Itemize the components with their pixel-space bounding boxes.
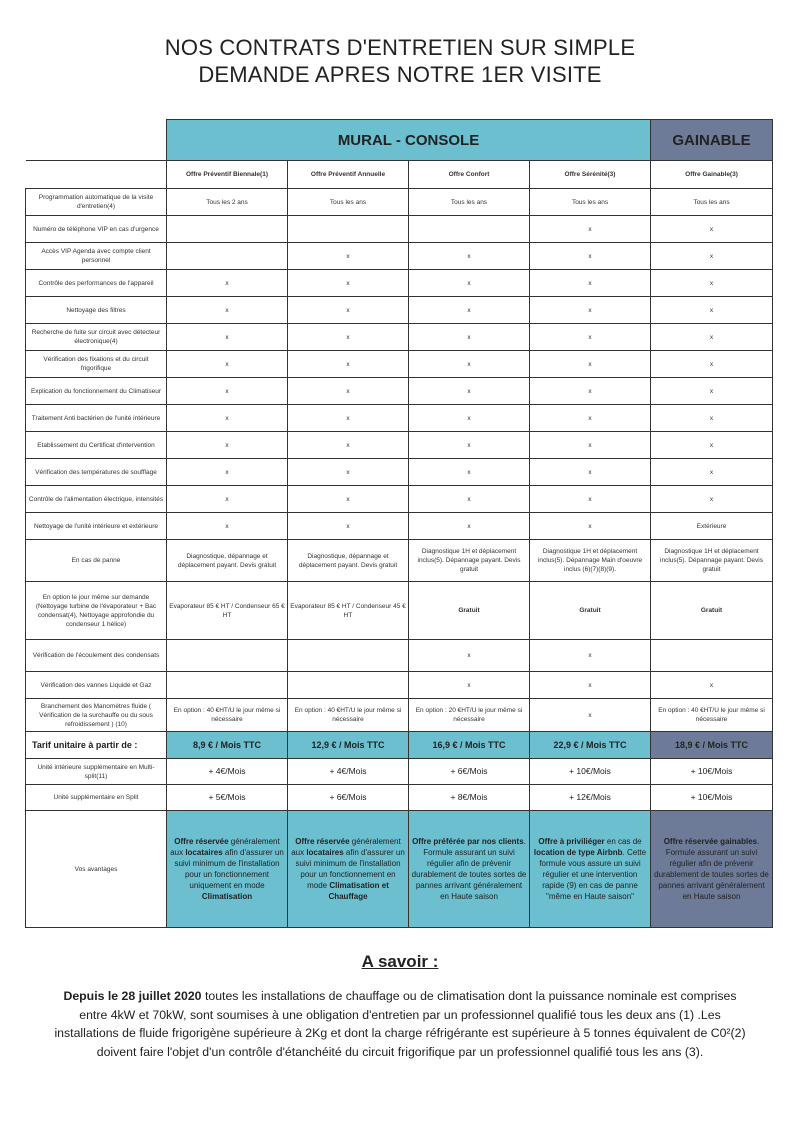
table-cell: x	[288, 513, 409, 540]
price-cell: 12,9 € / Mois TTC	[288, 732, 409, 759]
table-row	[26, 540, 773, 582]
table-cell: x	[167, 378, 288, 405]
table-cell: x	[167, 432, 288, 459]
row-label: Etablissement du Certificat d'intervention	[26, 432, 167, 459]
row-label: Programmation automatique de la visite d'entretien(4)	[26, 189, 167, 216]
price-row	[26, 732, 773, 759]
page-title	[0, 34, 800, 88]
advantage-text: Offre réservée gainables	[663, 837, 758, 846]
row-label: Vérification des vannes Liquide et Gaz	[26, 672, 167, 699]
table-cell: x	[409, 378, 530, 405]
table-cell: x	[530, 699, 651, 732]
advantage-cell	[530, 811, 651, 928]
row-label: En cas de panne	[26, 540, 167, 582]
table-cell: En option : 40 €HT/U le jour même si nécessaire	[288, 699, 409, 732]
table-cell: x	[167, 324, 288, 351]
advantage-text: location de type Airbnb	[533, 848, 623, 857]
table-row	[26, 270, 773, 297]
advantage-text: afin d'assurer un suivi minimum de l'installation pour un fonctionnement uniquement en mode	[174, 848, 284, 890]
table-row	[26, 243, 773, 270]
table-cell: x	[167, 351, 288, 378]
table-row	[26, 351, 773, 378]
row-label: Nettoyage de l'unité intérieure et extérieure	[26, 513, 167, 540]
table-cell: Evaporateur 85 € HT / Condenseur 45 € HT	[288, 582, 409, 640]
table-cell: x	[288, 378, 409, 405]
table-cell: x	[651, 351, 773, 378]
table-cell: Tous les ans	[530, 189, 651, 216]
row-label: Explication du fonctionnement du Climatiseur	[26, 378, 167, 405]
row-label: Branchement des Manomètres fluide ( Vérification de la surchauffe ou du sous refroidissement ) (10)	[26, 699, 167, 732]
advantages-label: Vos avantages	[26, 811, 167, 928]
table-cell: x	[530, 672, 651, 699]
offer-header: Offre Confort	[409, 161, 530, 189]
table-row	[26, 640, 773, 672]
asavoir-heading: A savoir :	[361, 952, 439, 971]
table-cell: Diagnostique 1H et déplacement inclus(5). Dépannage payant. Devis gratuit	[409, 540, 530, 582]
table-cell: Extérieure	[651, 513, 773, 540]
advantage-text: afin d'assurer un suivi minimum de l'installation pour un fonctionnement en mode	[295, 848, 405, 890]
table-cell: x	[651, 432, 773, 459]
table-cell: x	[530, 432, 651, 459]
price-cell: 16,9 € / Mois TTC	[409, 732, 530, 759]
table-cell: x	[530, 270, 651, 297]
table-cell: x	[651, 672, 773, 699]
advantage-cell	[288, 811, 409, 928]
table-cell: x	[530, 378, 651, 405]
table-cell: x	[409, 270, 530, 297]
table-cell: x	[167, 459, 288, 486]
table-cell: Gratuit	[651, 582, 773, 640]
offer-header: Offre Préventif Biennale(1)	[167, 161, 288, 189]
table-cell: x	[288, 459, 409, 486]
table-row	[26, 672, 773, 699]
table-cell: x	[167, 405, 288, 432]
extra-cell: + 5€/Mois	[167, 785, 288, 811]
advantage-cell	[409, 811, 530, 928]
advantage-text: Offre à priviliéger	[538, 837, 605, 846]
table-cell: x	[530, 216, 651, 243]
table-cell: Diagnostique 1H et déplacement inclus(5). Dépannage Main d'oeuvre inclus (6)(7)(8)(9).	[530, 540, 651, 582]
table-row	[26, 582, 773, 640]
table-row	[26, 324, 773, 351]
advantage-text: généralement aux	[291, 837, 401, 857]
price-cell: 8,9 € / Mois TTC	[167, 732, 288, 759]
table-cell: x	[409, 672, 530, 699]
table-cell: Evaporateur 85 € HT / Condenseur 65 € HT	[167, 582, 288, 640]
row-label: Vérification des fixations et du circuit frigorifique	[26, 351, 167, 378]
table-cell: x	[409, 640, 530, 672]
extra-cell: + 6€/Mois	[288, 785, 409, 811]
table-cell: Tous les ans	[409, 189, 530, 216]
table-cell	[651, 640, 773, 672]
advantage-text: en cas de	[604, 837, 642, 846]
row-label: Numéro de téléphone VIP en cas d'urgence	[26, 216, 167, 243]
row-label: Traitement Anti bactérien de l'unité intérieure	[26, 405, 167, 432]
table-cell: x	[409, 459, 530, 486]
row-label: Contrôle de l'alimentation électrique, intensités	[26, 486, 167, 513]
table-cell	[167, 216, 288, 243]
table-cell: Tous les ans	[651, 189, 773, 216]
table-cell: Diagnostique 1H et déplacement inclus(5). Dépannage payant. Devis gratuit	[651, 540, 773, 582]
table-cell: x	[409, 405, 530, 432]
table-cell: x	[651, 270, 773, 297]
table-cell: x	[530, 513, 651, 540]
mural-console-header: MURAL - CONSOLE	[167, 120, 651, 161]
advantage-text: locataires	[185, 848, 223, 857]
extra-row	[26, 759, 773, 785]
extra-cell: + 10€/Mois	[651, 785, 773, 811]
table-cell: x	[409, 243, 530, 270]
advantage-text: Climatisation	[201, 892, 253, 901]
table-cell	[167, 243, 288, 270]
offers-header-row	[26, 161, 773, 189]
row-label: Accès VIP Agenda avec compte client personnel	[26, 243, 167, 270]
extra-cell: + 12€/Mois	[530, 785, 651, 811]
table-cell: x	[530, 459, 651, 486]
extra-row	[26, 785, 773, 811]
advantage-text: généralement aux	[170, 837, 280, 857]
advantage-cell	[651, 811, 773, 928]
table-cell: Tous les 2 ans	[167, 189, 288, 216]
advantage-cell	[167, 811, 288, 928]
offer-header: Offre Sérénité(3)	[530, 161, 651, 189]
group-header-row	[26, 120, 773, 161]
table-row	[26, 486, 773, 513]
table-cell: x	[288, 270, 409, 297]
row-label: Nettoyage des filtres	[26, 297, 167, 324]
table-cell: x	[651, 378, 773, 405]
table-cell	[288, 640, 409, 672]
table-row	[26, 189, 773, 216]
table-cell: x	[409, 432, 530, 459]
table-cell: x	[409, 513, 530, 540]
table-cell: x	[409, 297, 530, 324]
gainable-header: GAINABLE	[651, 120, 773, 161]
table-cell: x	[530, 297, 651, 324]
table-cell: x	[409, 486, 530, 513]
table-cell: x	[167, 297, 288, 324]
table-cell: x	[530, 324, 651, 351]
advantage-text: . Cette formule vous assure un suivi régulier et une intervention rapide (9) en cas de panne "même en Haute saison"	[539, 848, 647, 901]
table-cell: x	[530, 405, 651, 432]
price-cell: 18,9 € / Mois TTC	[651, 732, 773, 759]
row-label: Vérification des températures de soufflage	[26, 459, 167, 486]
contracts-table	[25, 119, 773, 928]
table-cell: En option : 40 €HT/U le jour même si nécessaire	[167, 699, 288, 732]
table-row	[26, 432, 773, 459]
table-cell: x	[288, 432, 409, 459]
table-cell: x	[288, 405, 409, 432]
extra-cell: + 10€/Mois	[651, 759, 773, 785]
table-row	[26, 405, 773, 432]
table-cell: x	[530, 640, 651, 672]
table-cell	[409, 216, 530, 243]
extra-label: Unité supplémentaire en Split	[26, 785, 167, 811]
table-row	[26, 297, 773, 324]
table-cell: Diagnostique, dépannage et déplacement payant. Devis gratuit	[288, 540, 409, 582]
table-row	[26, 513, 773, 540]
price-cell: 22,9 € / Mois TTC	[530, 732, 651, 759]
table-cell: x	[288, 243, 409, 270]
table-cell: x	[651, 243, 773, 270]
table-cell: x	[530, 486, 651, 513]
extra-cell: + 4€/Mois	[167, 759, 288, 785]
table-cell: x	[167, 513, 288, 540]
advantage-text: locataires	[306, 848, 344, 857]
title-line-2: DEMANDE APRES NOTRE 1ER VISITE	[198, 62, 602, 87]
extra-cell: + 10€/Mois	[530, 759, 651, 785]
table-cell: x	[409, 351, 530, 378]
table-cell: Diagnostique, dépannage et déplacement payant. Devis gratuit	[167, 540, 288, 582]
row-label: Vérification de l'écoulement des condensats	[26, 640, 167, 672]
table-row	[26, 216, 773, 243]
title-line-1: NOS CONTRATS D'ENTRETIEN SUR SIMPLE	[164, 35, 636, 60]
table-cell: x	[530, 243, 651, 270]
extra-cell: + 8€/Mois	[409, 785, 530, 811]
table-cell	[288, 216, 409, 243]
table-row	[26, 459, 773, 486]
asavoir-paragraph	[50, 987, 750, 1061]
advantage-text: . Formule assurant un suivi régulier afin de prévenir durablement de toutes sortes de pannes arrivant généralement en Haute saison	[411, 837, 527, 901]
advantage-text: Offre réservée	[295, 837, 350, 846]
offer-header: Offre Gainable(3)	[651, 161, 773, 189]
advantage-text: . Formule assurant un suivi régulier afin de prévenir durablement de toutes sortes de pannes arrivant généralement en Haute saison	[654, 837, 769, 901]
table-cell: x	[288, 486, 409, 513]
table-cell	[288, 672, 409, 699]
table-row	[26, 378, 773, 405]
asavoir-bold-date: Depuis le 28 juillet 2020	[63, 989, 202, 1003]
advantage-text: Climatisation et Chauffage	[328, 881, 389, 901]
advantage-text: Offre réservée	[174, 837, 229, 846]
table-cell: Gratuit	[409, 582, 530, 640]
table-cell: x	[167, 486, 288, 513]
table-cell: x	[288, 351, 409, 378]
row-label: Contrôle des performances de l'appareil	[26, 270, 167, 297]
row-label: En option le jour même sur demande (Nettoyage turbine de l'évaporateur + Bac condensat(4), Nettoyage approfondie du condenseur 1 hélice)	[26, 582, 167, 640]
asavoir-text: toutes les installations de chauffage ou de climatisation dont la puissance nominale est comprises entre 4kW et 70kW, sont soumises à une obligation d'entretien par un professionnel qualifié tous les deux ans (1) .Les installations de fluide frigorigène supérieure à 2Kg et dont la charge réfrigérante est supérieure à 5 tonnes équivalent de C0²(2) doivent faire l'objet d'un contrôle d'étanchéité du circuit frigorifique par un professionnel qualifié tous les ans (3).	[54, 989, 746, 1059]
table-cell	[167, 640, 288, 672]
table-cell	[167, 672, 288, 699]
table-cell: x	[651, 405, 773, 432]
table-cell: x	[530, 351, 651, 378]
table-cell: Gratuit	[530, 582, 651, 640]
table-cell: x	[651, 297, 773, 324]
table-cell: En option : 40 €HT/U le jour même si nécessaire	[651, 699, 773, 732]
advantages-row	[26, 811, 773, 928]
table-cell: x	[651, 486, 773, 513]
table-cell: x	[651, 216, 773, 243]
table-cell: x	[288, 297, 409, 324]
extra-cell: + 4€/Mois	[288, 759, 409, 785]
table-row	[26, 699, 773, 732]
table-cell: x	[288, 324, 409, 351]
table-cell: Tous les ans	[288, 189, 409, 216]
table-cell: En option : 20 €HT/U le jour même si nécessaire	[409, 699, 530, 732]
row-label: Recherche de fuite sur circuit avec détecteur électronique(4)	[26, 324, 167, 351]
table-cell: x	[651, 459, 773, 486]
table-cell: x	[409, 324, 530, 351]
advantage-text: Offre préférée par nos clients	[412, 837, 524, 846]
extra-cell: + 6€/Mois	[409, 759, 530, 785]
table-cell: x	[651, 324, 773, 351]
price-label: Tarif unitaire à partir de :	[26, 732, 167, 759]
extra-label: Unité intérieure supplémentaire en Multi-split(11)	[26, 759, 167, 785]
offer-header: Offre Préventif Annuelle	[288, 161, 409, 189]
table-cell: x	[167, 270, 288, 297]
